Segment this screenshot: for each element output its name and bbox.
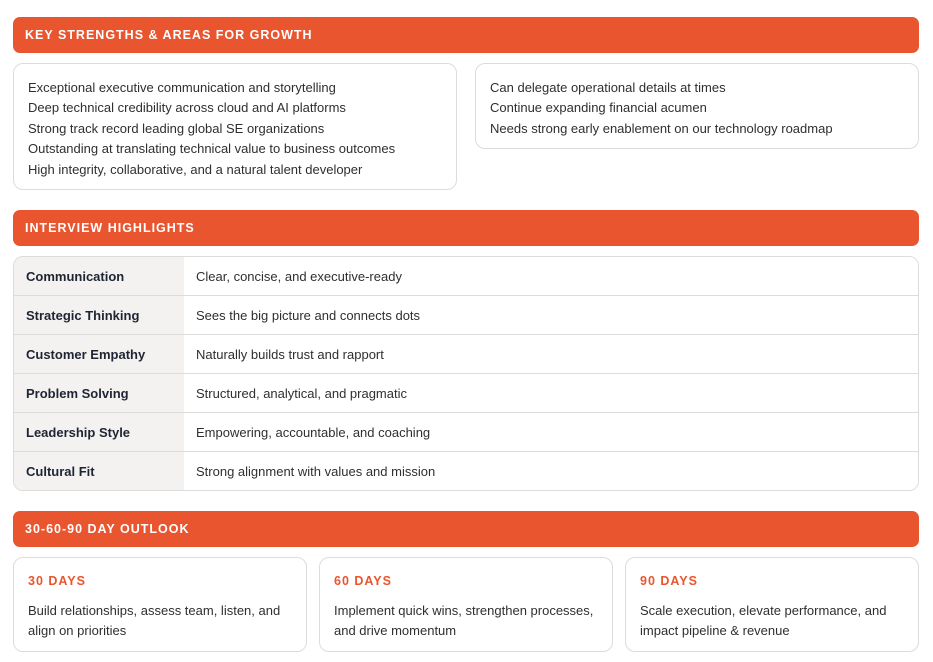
growth-areas-card: [475, 63, 919, 149]
highlights-table: [13, 256, 919, 491]
strengths-section-header: KEY STRENGTHS & AREAS FOR GROWTH: [13, 17, 919, 53]
table-row: [14, 296, 918, 335]
outlook-section-header: 30-60-90 DAY OUTLOOK: [13, 511, 919, 547]
highlight-label: Cultural Fit: [14, 452, 184, 491]
strengths-list: [14, 64, 456, 180]
strengths-card: [13, 63, 457, 190]
highlight-value: Structured, analytical, and pragmatic: [184, 374, 918, 412]
highlight-label: Leadership Style: [14, 413, 184, 451]
outlook-card-body: Build relationships, assess team, listen, and align on priorities: [28, 603, 281, 638]
outlook-card-90: [625, 557, 919, 652]
outlook-card-body: Scale execution, elevate performance, and impact pipeline & revenue: [640, 603, 887, 638]
highlights-section-header: INTERVIEW HIGHLIGHTS: [13, 210, 919, 246]
outlook-card-title: 30 DAYS: [28, 574, 86, 588]
list-item: High integrity, collaborative, and a natural talent developer: [28, 161, 363, 177]
list-item: Exceptional executive communication and storytelling: [28, 80, 336, 95]
table-row: [14, 374, 918, 413]
list-item: Outstanding at translating technical value to business outcomes: [28, 141, 396, 157]
outlook-card-30: [13, 557, 307, 652]
highlight-value: Strong alignment with values and mission: [184, 452, 918, 491]
list-item: Needs strong early enablement on our technology roadmap: [490, 120, 833, 136]
table-row: [14, 452, 918, 491]
highlight-value: Clear, concise, and executive-ready: [184, 257, 918, 295]
outlook-card-60: [319, 557, 613, 652]
list-item: Strong track record leading global SE organizations: [28, 120, 325, 136]
table-row: [14, 335, 918, 374]
list-item: Continue expanding financial acumen: [490, 100, 707, 116]
outlook-card-title: 60 DAYS: [334, 574, 392, 588]
highlight-label: Problem Solving: [14, 374, 184, 412]
outlook-card-title: 90 DAYS: [640, 574, 698, 588]
highlight-label: Communication: [14, 257, 184, 295]
table-row: [14, 413, 918, 452]
list-item: Can delegate operational details at times: [490, 80, 726, 95]
outlook-card-body: Implement quick wins, strengthen processes, and drive momentum: [334, 603, 594, 638]
table-row: [14, 257, 918, 296]
highlight-value: Sees the big picture and connects dots: [184, 296, 918, 334]
highlight-label: Strategic Thinking: [14, 296, 184, 334]
highlight-value: Naturally builds trust and rapport: [184, 335, 918, 373]
highlight-label: Customer Empathy: [14, 335, 184, 373]
list-item: Deep technical credibility across cloud and AI platforms: [28, 100, 346, 116]
growth-areas-list: [476, 64, 918, 139]
highlight-value: Empowering, accountable, and coaching: [184, 413, 918, 451]
